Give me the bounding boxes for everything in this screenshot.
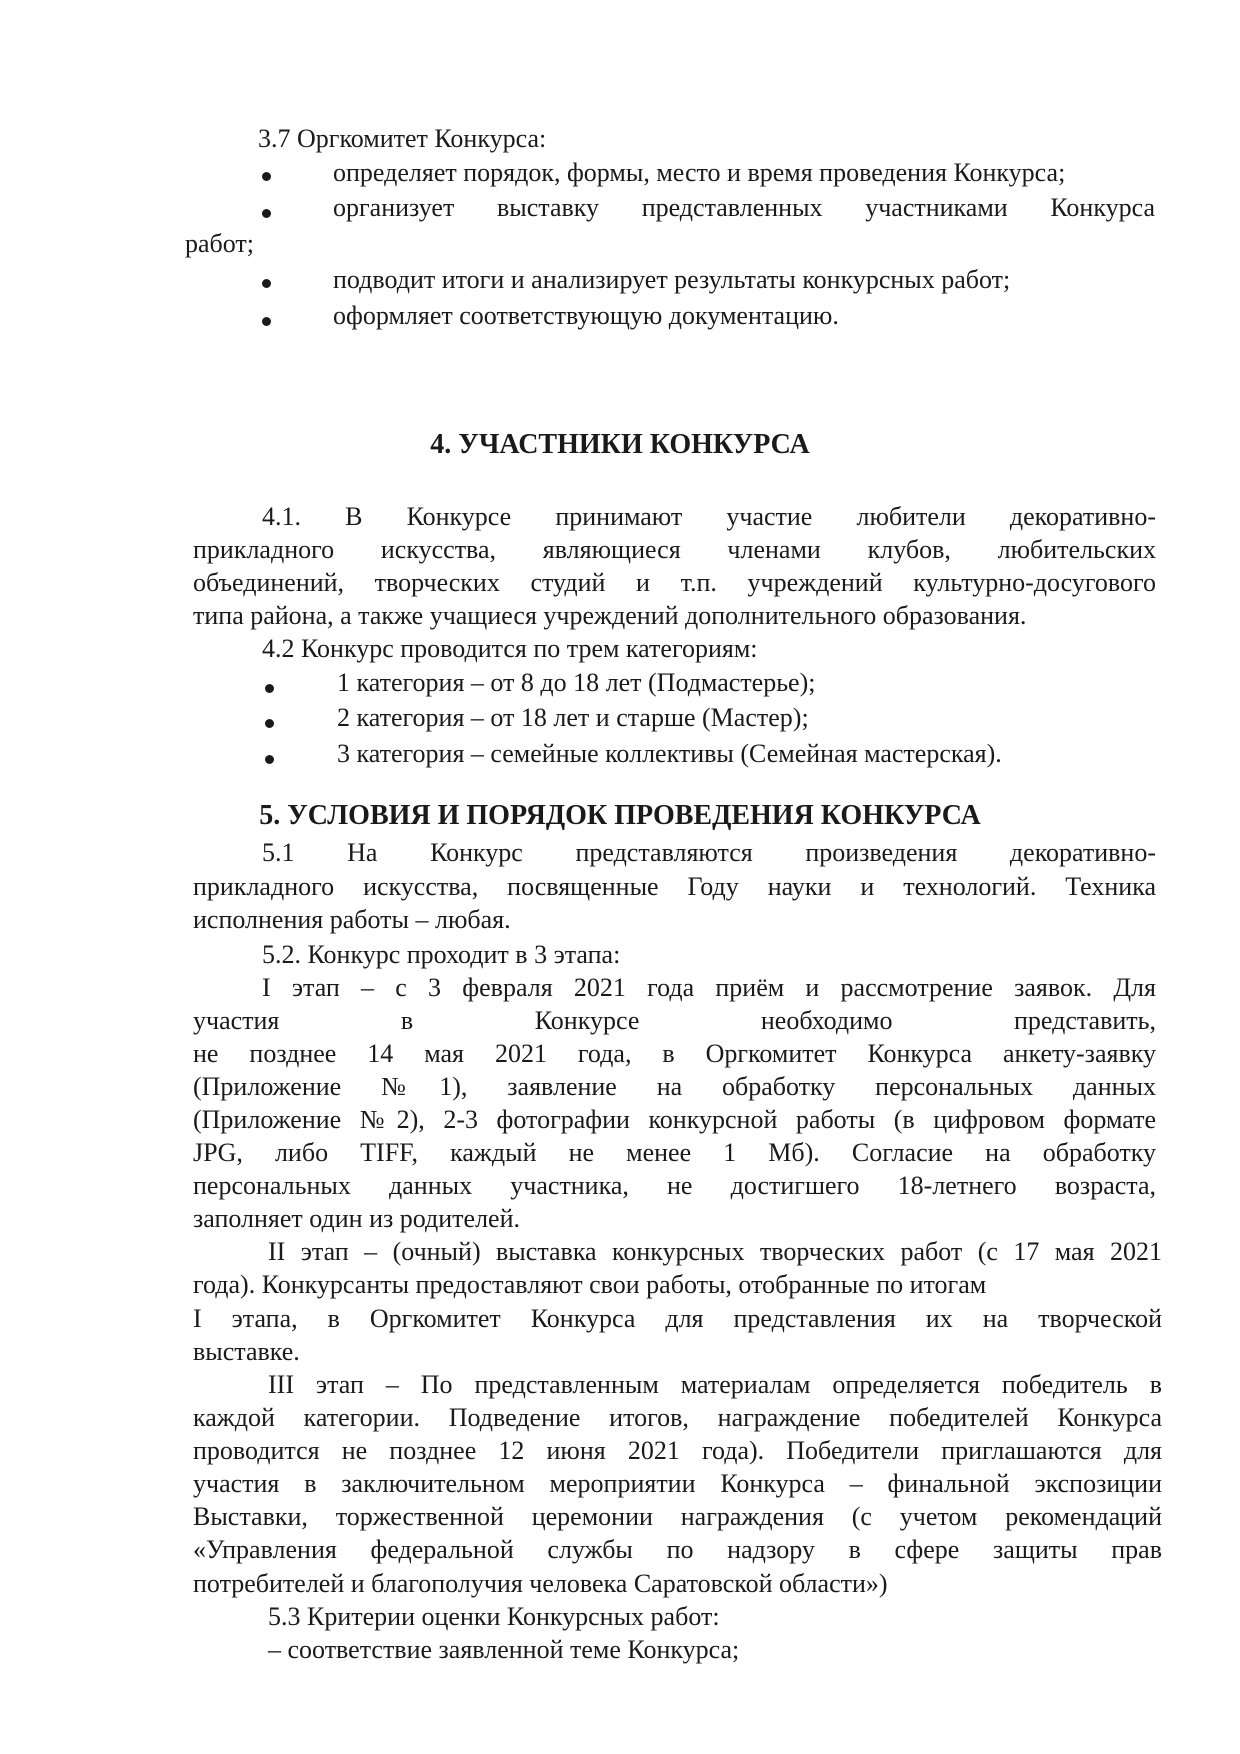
section-3-7-title: 3.7 Оргкомитет Конкурса: <box>258 124 547 153</box>
paragraph-line: участия в заключительном мероприятии Конкурса – финальной экспозиции <box>193 1469 1162 1498</box>
paragraph-line: исполнения работы – любая. <box>193 905 511 934</box>
paragraph-line: 5.1 На Конкурс представляются произведения декоративно- <box>262 838 1156 867</box>
paragraph-line: персональных данных участника, не достигшего 18-летнего возраста, <box>193 1171 1156 1200</box>
list-item: подводит итоги и анализирует результаты конкурсных работ; <box>333 265 1011 294</box>
section-5-heading: 5. УСЛОВИЯ И ПОРЯДОК ПРОВЕДЕНИЯ КОНКУРСА <box>259 800 981 831</box>
paragraph-line: 4.1. В Конкурсе принимают участие любители декоративно- <box>262 502 1156 531</box>
paragraph-line: (Приложение №2), 2-3 фотографии конкурсной работы (в цифровом формате <box>193 1105 1156 1134</box>
list-item: 2 категория – от 18 лет и старше (Мастер); <box>337 703 809 732</box>
paragraph-line: проводится не позднее 12 июня 2021 года). Победители приглашаются для <box>193 1436 1162 1465</box>
paragraph-line: типа района, а также учащиеся учреждений дополнительного образования. <box>193 601 1027 630</box>
paragraph-line: JPG, либо TIFF, каждый не менее 1 Мб). Согласие на обработку <box>193 1138 1156 1167</box>
bullet-icon <box>262 279 271 288</box>
paragraph-line: объединений, творческих студий и т.п. учреждений культурно-досугового <box>193 568 1156 597</box>
bullet-icon <box>262 209 271 218</box>
bullet-icon <box>265 755 274 764</box>
paragraph-line: каждой категории. Подведение итогов, награждение победителей Конкурса <box>193 1403 1162 1432</box>
paragraph-4-2: 4.2 Конкурс проводится по трем категориям: <box>262 634 758 663</box>
paragraph-line: не позднее 14 мая 2021 года, в Оргкомитет Конкурса анкету-заявку <box>193 1039 1156 1068</box>
list-item: 1 категория – от 8 до 18 лет (Подмастерье); <box>337 668 816 697</box>
paragraph-line: (Приложение №1), заявление на обработку персональных данных <box>193 1072 1156 1101</box>
paragraph-line: участия в Конкурсе необходимо представить, <box>193 1006 1156 1035</box>
paragraph-line: I этап – с 3 февраля 2021 года приём и рассмотрение заявок. Для <box>262 973 1156 1002</box>
paragraph-5-2: 5.2. Конкурс проходит в 3 этапа: <box>262 940 621 969</box>
list-item: определяет порядок, формы, место и время проведения Конкурса; <box>333 158 1066 187</box>
criteria-item: – соответствие заявленной теме Конкурса; <box>268 1635 740 1664</box>
paragraph-line: Выставки, торжественной церемонии награждения (с учетом рекомендаций <box>193 1502 1162 1531</box>
list-item: 3 категория – семейные коллективы (Семейная мастерская). <box>337 739 1002 768</box>
bullet-icon <box>265 684 274 693</box>
bullet-icon <box>262 317 271 326</box>
bullet-icon <box>262 172 271 181</box>
paragraph-5-3: 5.3 Критерии оценки Конкурсных работ: <box>268 1602 720 1631</box>
paragraph-line: года). Конкурсанты предоставляют свои работы, отобранные по итогам <box>193 1270 987 1299</box>
list-item-continuation: работ; <box>185 229 255 258</box>
list-item: оформляет соответствующую документацию. <box>333 301 839 330</box>
section-4-heading: 4. УЧАСТНИКИ КОНКУРСА <box>430 429 810 460</box>
paragraph-line: выставке. <box>193 1337 300 1366</box>
paragraph-line: прикладного искусства, являющиеся членами клубов, любительских <box>193 535 1156 564</box>
list-item: организует выставку представленных участниками Конкурса <box>333 193 1155 222</box>
paragraph-line: потребителей и благополучия человека Саратовской области») <box>193 1569 888 1598</box>
paragraph-line: «Управления федеральной службы по надзору в сфере защиты прав <box>193 1535 1162 1564</box>
bullet-icon <box>265 719 274 728</box>
paragraph-line: III этап – По представленным материалам определяется победитель в <box>268 1370 1162 1399</box>
paragraph-line: I этапа, в Оргкомитет Конкурса для представления их на творческой <box>193 1304 1162 1333</box>
paragraph-line: прикладного искусства, посвященные Году науки и технологий. Техника <box>193 872 1156 901</box>
paragraph-line: заполняет один из родителей. <box>193 1204 521 1233</box>
paragraph-line: II этап – (очный) выставка конкурсных творческих работ (с 17 мая 2021 <box>268 1237 1162 1266</box>
